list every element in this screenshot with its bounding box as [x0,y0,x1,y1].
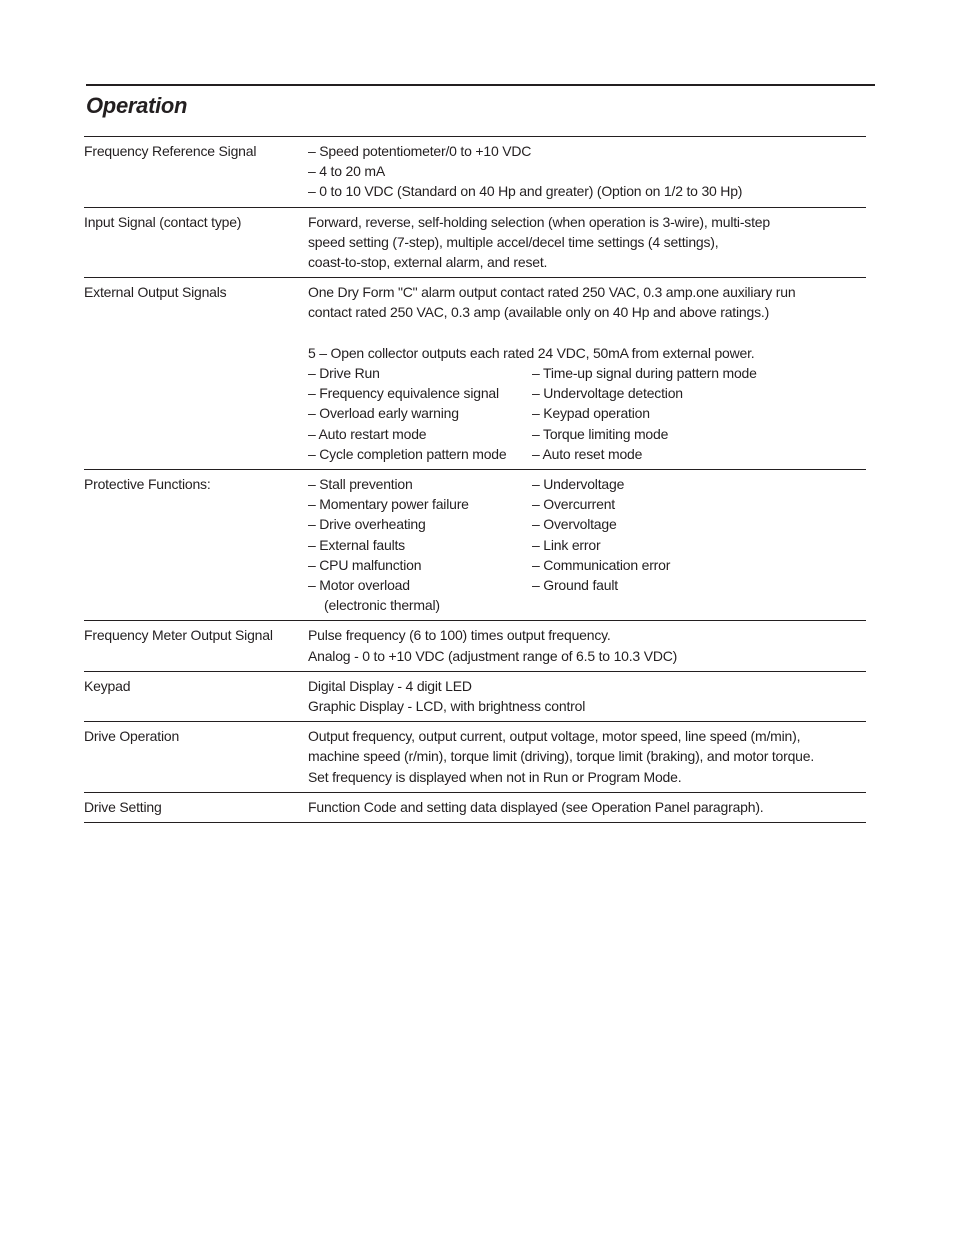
list-item: – Frequency equivalence signal [308,385,499,402]
list-item: – Undervoltage detection [532,385,683,402]
blank-line [308,323,866,343]
spec-line: Graphic Display - LCD, with brightness control [308,698,586,715]
spec-label: Frequency Meter Output Signal [84,627,273,644]
spec-line: Pulse frequency (6 to 100) times output frequency. [308,627,611,644]
spec-value [308,676,866,716]
spec-table [84,136,866,823]
spec-row-input-signal [84,208,866,279]
spec-line: – Speed potentiometer/0 to +10 VDC [308,143,532,159]
spec-line: Analog - 0 to +10 VDC (adjustment range of 6.5 to 10.3 VDC) [308,647,678,664]
spec-row-external-output [84,278,866,470]
spec-row-frequency-meter [84,621,866,671]
spec-label: External Output Signals [84,284,227,301]
spec-value [308,474,866,615]
list-item: – CPU malfunction [308,556,422,573]
spec-row-keypad [84,672,866,722]
spec-line: One Dry Form "C" alarm output contact rated 250 VAC, 0.3 amp.one auxiliary run [308,284,796,301]
list-item: – Time-up signal during pattern mode [532,365,757,382]
spec-line: Function Code and setting data displayed (see Operation Panel paragraph). [308,798,764,815]
list-item: – Torque limiting mode [532,425,669,442]
spec-value [308,625,866,665]
list-item: – Motor overload [308,577,410,594]
list-item: – Overload early warning [308,405,459,422]
list-item: – Stall prevention [308,476,413,493]
spec-line: Digital Display - 4 digit LED [308,677,472,694]
spec-line: speed setting (7-step), multiple accel/decel time settings (4 settings), [308,233,719,250]
spec-line: Set frequency is displayed when not in Run or Program Mode. [308,768,682,785]
spec-line: Output frequency, output current, output voltage, motor speed, line speed (m/min), [308,728,801,745]
spec-row-drive-setting [84,793,866,823]
protective-function-list [308,474,866,615]
spec-row-drive-operation [84,722,866,793]
page-title: Operation [86,93,188,118]
empty-cell [532,595,866,615]
spec-label: Protective Functions: [84,476,211,493]
spec-value [308,141,866,202]
list-item: – Link error [532,536,601,553]
list-item: – Drive overheating [308,516,426,533]
list-item: – Overcurrent [532,496,615,513]
list-item: – Undervoltage [532,476,625,493]
list-item: – Communication error [532,556,671,573]
spec-value [308,212,866,273]
list-item-continuation: (electronic thermal) [324,597,440,614]
spec-line: machine speed (r/min), torque limit (driving), torque limit (braking), and motor torque. [308,748,815,765]
spec-line: – 4 to 20 mA [308,163,385,180]
list-item: – Overvoltage [532,516,617,533]
spec-row-protective-functions [84,470,866,621]
spec-row-frequency-reference [84,137,866,208]
list-item: – Cycle completion pattern mode [308,445,507,462]
spec-label: Drive Setting [84,798,162,815]
spec-value [308,726,866,787]
list-item: – Drive Run [308,365,380,382]
list-item: – Ground fault [532,577,618,594]
top-rule [86,84,875,86]
list-item: – Auto restart mode [308,425,427,442]
list-item: – Momentary power failure [308,496,469,513]
spec-label: Frequency Reference Signal [84,143,257,159]
spec-value [308,797,866,817]
list-item: – Keypad operation [532,405,650,422]
spec-label: Drive Operation [84,728,180,745]
collector-intro: 5 – Open collector outputs each rated 24 VDC, 50mA from external power. [308,344,755,361]
list-item: – External faults [308,536,405,553]
spec-line: contact rated 250 VAC, 0.3 amp (available only on 40 Hp and above ratings.) [308,304,770,321]
spec-label: Input Signal (contact type) [84,213,242,230]
spec-label: Keypad [84,677,131,694]
output-signal-list [308,363,866,464]
spec-line: coast-to-stop, external alarm, and reset. [308,254,548,271]
list-item: – Auto reset mode [532,445,643,462]
spec-value [308,282,866,464]
spec-line: – 0 to 10 VDC (Standard on 40 Hp and greater) (Option on 1/2 to 30 Hp) [308,183,743,200]
spec-line: Forward, reverse, self-holding selection (when operation is 3-wire), multi-step [308,213,770,230]
